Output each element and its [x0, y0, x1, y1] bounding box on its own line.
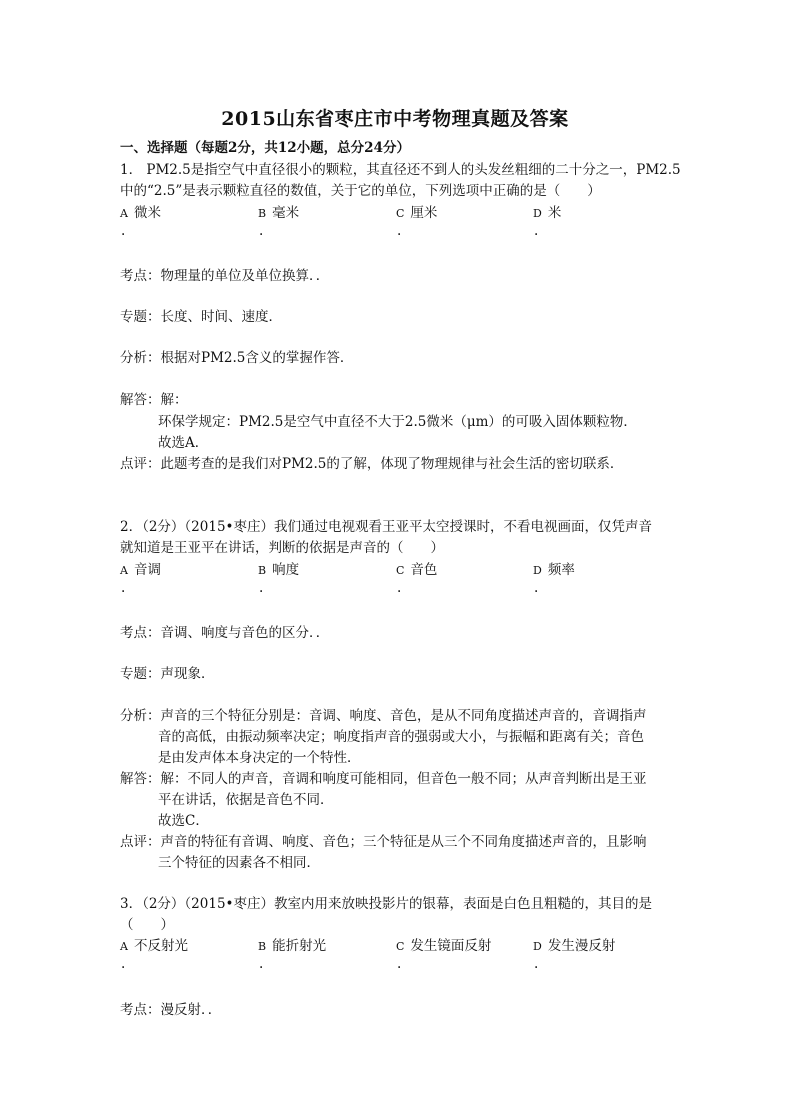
q1-stem-line2: 中的“2.5”是表示颗粒直径的数值，关于它的单位，下列选项中正确的是（ ） [120, 183, 601, 199]
q2-fenxi-line2: 音的高低，由振动频率决定；响度指声音的强弱或大小，与振幅和距离有关；音色 [158, 729, 644, 745]
q1-jieda-detail: 环保学规定：PM2.5是空气中直径不大于2.5微米（μm）的可吸入固体颗粒物． [158, 414, 637, 430]
q1-option-a: A 微米 [120, 205, 161, 221]
q2-zhuanti: 专题：声现象． [120, 666, 215, 682]
q1-answer: 故选A． [158, 435, 209, 451]
q1-option-c: C 厘米 [396, 205, 438, 221]
q2-option-c-dot: . [397, 580, 402, 596]
q2-option-c: C 音色 [396, 562, 438, 578]
q2-fenxi-line3: 是由发声体本身决定的一个特性． [158, 750, 361, 766]
q3-option-c: C 发生镜面反射 [396, 938, 492, 954]
q1-option-b-dot: . [259, 223, 264, 239]
q3-option-d-dot: . [534, 956, 539, 972]
q3-kaodian: 考点：漫反射．． [120, 1002, 222, 1018]
q1-stem-line1: 1． PM2.5是指空气中直径很小的颗粒，其直径还不到人的头发丝粗细的二十分之一，PM2.5 [120, 162, 681, 178]
q2-fenxi-line1: 分析：声音的三个特征分别是：音调、响度、音色，是从不同角度描述声音的，音调指声 [120, 708, 647, 724]
q2-option-b: B 响度 [258, 562, 300, 578]
q2-option-d: D 频率 [533, 562, 575, 578]
q3-option-b: B 能折射光 [258, 938, 327, 954]
q1-option-d: D 米 [533, 205, 562, 221]
q2-dianping-line1: 点评：声音的特征有音调、响度、音色；三个特征是从三个不同角度描述声音的，且影响 [120, 834, 647, 850]
q2-jieda-line1: 解答：解：不同人的声音，音调和响度可能相同，但音色一般不同；从声音判断出是王亚 [120, 771, 647, 787]
q2-kaodian: 考点：音调、响度与音色的区分．． [120, 625, 330, 641]
q3-option-a: A 不反射光 [120, 938, 188, 954]
q1-fenxi: 分析：根据对PM2.5含义的掌握作答． [120, 350, 354, 366]
q3-option-a-dot: . [121, 956, 126, 972]
q3-stem-line2: （ ） [120, 917, 174, 933]
q3-option-b-dot: . [259, 956, 264, 972]
q2-option-b-dot: . [259, 580, 264, 596]
q1-option-d-dot: . [534, 223, 539, 239]
q2-jieda-line2: 平在讲话，依据是音色不同． [158, 792, 334, 808]
q1-option-c-dot: . [397, 223, 402, 239]
q1-jieda: 解答：解： [120, 392, 188, 408]
q2-dianping-line2: 三个特征的因素各不相同． [158, 855, 320, 871]
section-heading: 一、选择题（每题2分，共12小题，总分24分） [120, 140, 410, 156]
q2-answer: 故选C． [158, 813, 209, 829]
q1-option-a-dot: . [121, 223, 126, 239]
q1-dianping: 点评：此题考查的是我们对PM2.5的了解，体现了物理规律与社会生活的密切联系． [120, 456, 624, 472]
q3-option-c-dot: . [397, 956, 402, 972]
q1-option-b: B 毫米 [258, 205, 300, 221]
q1-kaodian: 考点：物理量的单位及单位换算．． [120, 268, 330, 284]
q2-option-a-dot: . [121, 580, 126, 596]
q3-stem-line1: 3．（2分）（2015•枣庄）教室内用来放映投影片的银幕，表面是白色且粗糙的，其目的是 [120, 896, 652, 912]
q2-stem-line2: 就知道是王亚平在讲话，判断的依据是声音的（ ） [120, 540, 444, 556]
page-title: 2015山东省枣庄市中考物理真题及答案 [221, 108, 569, 130]
q1-zhuanti: 专题：长度、时间、速度． [120, 309, 282, 325]
q2-option-a: A 音调 [120, 562, 161, 578]
q2-stem-line1: 2．（2分）（2015•枣庄）我们通过电视观看王亚平太空授课时，不看电视画面，仅凭声音 [120, 519, 652, 535]
q3-option-d: D 发生漫反射 [533, 938, 616, 954]
q2-option-d-dot: . [534, 580, 539, 596]
